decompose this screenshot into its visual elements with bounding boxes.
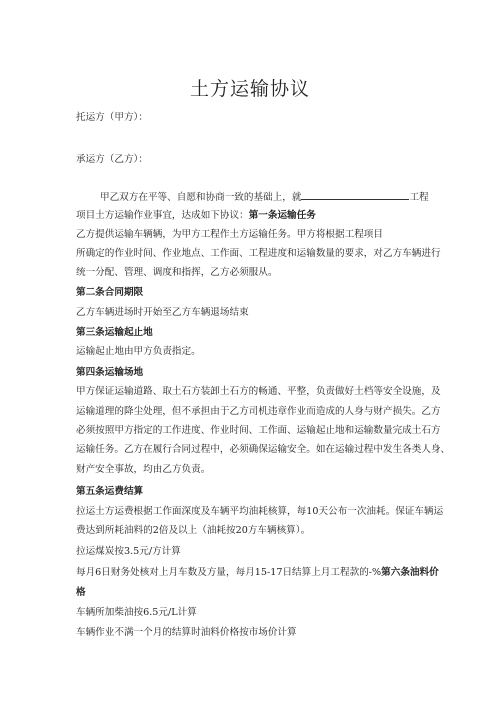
article-1-title: 第一条运输任务 [248,210,316,221]
article-5-line: 费达到所耗油料的2倍及以上（油耗按20方车辆核算）。 [76,525,311,536]
project-name-blank[interactable] [301,190,409,200]
article-6-line: 车辆作业不满一个月的结算时油料价格按市场价计算 [76,627,297,638]
article-1-line: 乙方提供运输车辆辆，为甲方工程作土方运输任务。甲方将根据工程项目 [76,229,383,240]
article-5-line: 拉运煤炭按3.5元/方计算 [76,546,181,557]
intro-text: 甲乙双方在平等、自愿和协商一致的基础上，就 [100,192,302,203]
article-4-line: 必须按照甲方指定的工作进度、作业时间、工作面、运输起止地和运输数量完成土石方 [76,425,441,436]
party-b-label: 承运方（乙方）： [76,154,148,165]
article-4-line: 运输道理的降尘处理，但不承担由于乙方司机违章作业而造成的人身与财产损失。乙方 [76,406,441,417]
article-4-line: 甲方保证运输道路、取土石方装卸土石方的畅通、平整，负责做好土档等安全设施，及 [76,386,441,397]
intro-line-1 [100,190,429,204]
article-2-line: 乙方车辆进场时开始至乙方车辆退场结束 [76,307,249,318]
intro-text-tail: 工程 [409,192,429,203]
article-4-line: 运输任务。乙方在履行合同过程中，必须确保运输安全。如在运输过程中发生各类人身、 [76,444,451,455]
intro-line-2 [76,209,316,222]
article-4-line: 财产安全事故，均由乙方负责。 [76,464,211,475]
article-1-line: 统一分配、管理、调度和指挥，乙方必须服从。 [76,267,278,278]
article-3-title: 第三条运输起止地 [76,327,153,338]
article-6-title-continued: 格 [76,587,86,598]
article-5-line: 拉运土方运费根据工作面深度及车辆平均油耗核算，每10天公布一次油耗。保证车辆运 [76,506,444,517]
article-6-title: 第六条油料价 [381,567,439,578]
article-6-line: 车辆所加柴油按6.5元/L计算 [76,607,197,618]
article-4-title: 第四条运输场地 [76,367,144,378]
article-5-line [76,566,439,579]
party-a-label: 托运方（甲方）： [76,112,148,123]
article-5-title: 第五条运费结算 [76,486,144,497]
article-3-line: 运输起止地由甲方负责指定。 [76,346,201,357]
article-1-line: 所确定的作业时间、作业地点、工作面、工程进度和运输数量的要求，对乙方车辆进行 [76,248,441,259]
article-2-title: 第二条合同期限 [76,287,144,298]
article-5-settlement: 每月6日财务处核对上月车数及方量，每月15-17日结算上月工程款的-% [76,567,382,578]
intro-text-2: 项目土方运输作业事宜，达成如下协议： [76,210,249,221]
document-title: 土方运输协议 [189,78,310,100]
